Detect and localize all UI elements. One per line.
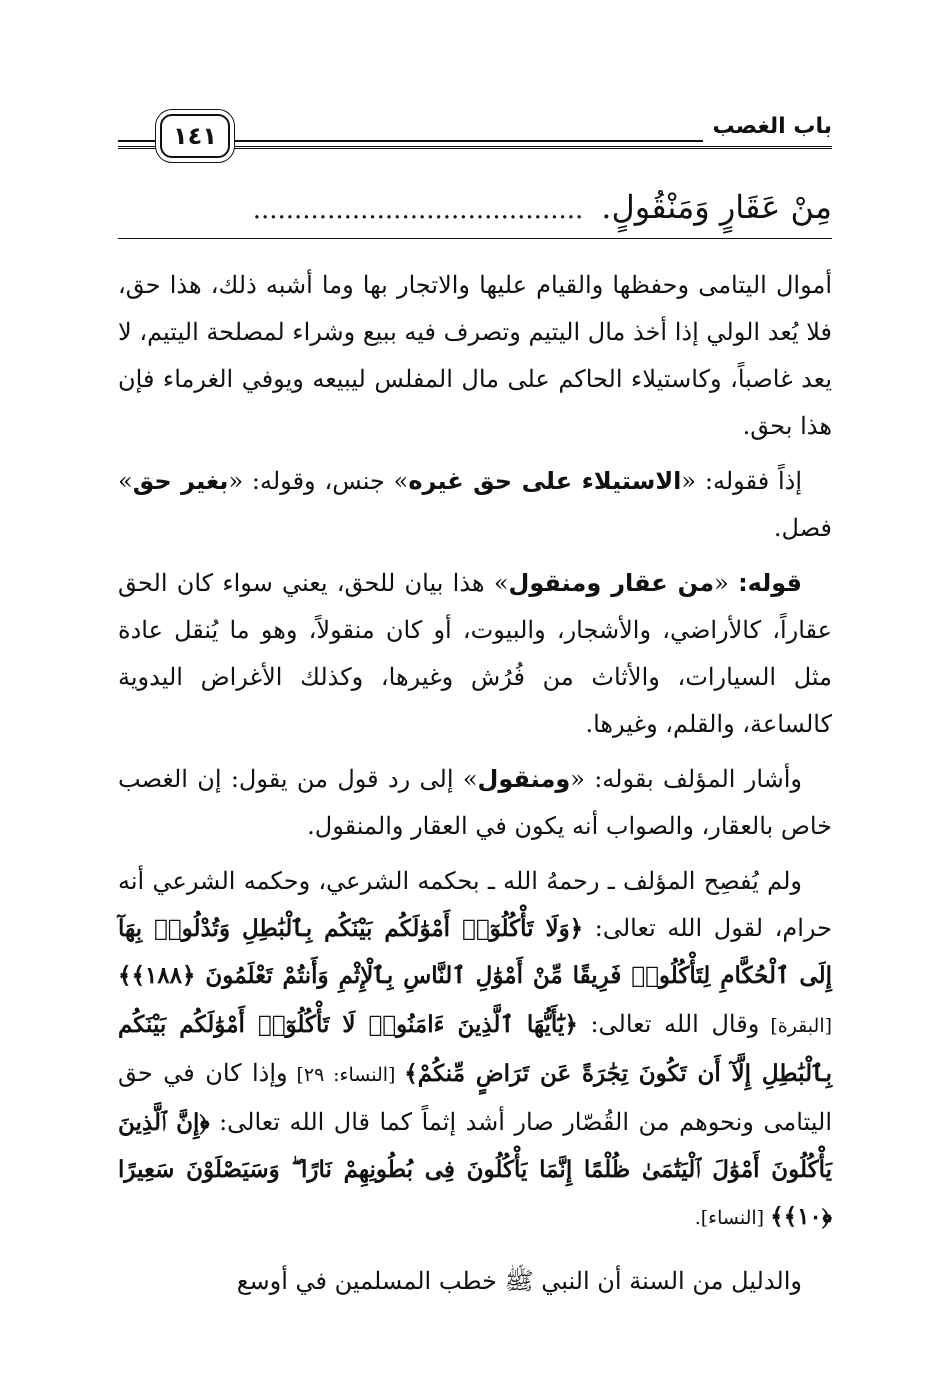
paragraph-3: قوله: «من عقار ومنقول» هذا بيان للحق، يعني سواء كان الحق عقاراً، كالأراضي، والأشجار، والبيوت، أو كان منقولاً، وهو ما يُنقل عادة مثل السيارات، والأثاث من فُرُش وغيرها، وكذلك الأغراض اليدوية كالساعة، والقلم، وغيرها. [118, 569, 832, 738]
running-header [118, 112, 832, 162]
chapter-title: باب الغصب [703, 112, 832, 142]
definition-differentia: بغير حق [132, 467, 229, 495]
quran-verse-nisa-29: ﴿يَٰٓأَيُّهَا ٱلَّذِينَ ءَامَنُوا۟ لَا تَأْكُلُوٓا۟ أَمْوَٰلَكُم بَيْنَكُم بِٱلْبَٰطِلِ إِلَّآ أَن تَكُونَ تِجَٰرَةً عَن تَرَاضٍ مِّنكُمْ﴾ [118, 1011, 832, 1087]
verse-reference-baqarah: [البقرة] [759, 1015, 833, 1037]
quoted-word: ومنقول [477, 765, 571, 793]
paragraph-2: إذاً فقوله: «الاستيلاء على حق غيره» جنس، وقوله: «بغير حق» فصل. [118, 467, 832, 542]
quoted-matn: من عقار ومنقول [508, 569, 715, 597]
quran-verse-nisa-10: ﴿إِنَّ ٱلَّذِينَ يَأْكُلُونَ أَمْوَٰلَ ٱلْيَتَٰمَىٰ ظُلْمًا إِنَّمَا يَأْكُلُونَ فِى بُطُونِهِمْ نَارًا ۖ وَسَيَصْلَوْنَ سَعِيرًا ﴿١٠﴾﴾ [118, 1109, 832, 1230]
matn-line [118, 182, 832, 232]
matn-text: مِنْ عَقَارٍ وَمَنْقُولٍ. [601, 188, 832, 226]
verse-reference-nisa-29: [النساء: ٢٩] [287, 1064, 405, 1086]
quran-verse-baqarah: ﴿وَلَا تَأْكُلُوٓا۟ أَمْوَٰلَكُم بَيْنَكُم بِٱلْبَٰطِلِ وَتُدْلُوا۟ بِهَآ إِلَى ٱلْحُكَّامِ لِتَأْكُلُوا۟ فَرِيقًا مِّنْ أَمْوَٰلِ ٱلنَّاسِ بِٱلْإِثْمِ وَأَنتُمْ تَعْلَمُونَ ﴿١٨٨﴾﴾ [118, 915, 832, 989]
paragraph-4: وأشار المؤلف بقوله: «ومنقول» إلى رد قول من يقول: إن الغصب خاص بالعقار، والصواب أنه يكون في العقار والمنقول. [118, 765, 832, 840]
section-divider [118, 238, 832, 239]
definition-genus: الاستيلاء على حق غيره [408, 467, 682, 495]
verse-reference-nisa-10: [النساء]. [694, 1207, 771, 1229]
matn-dots: ........................................ [252, 195, 584, 225]
paragraph-5: ولم يُفصِح المؤلف ـ رحمهُ الله ـ بحكمه الشرعي، وحكمه الشرعي أنه حرام، لقول الله تعالى: ﴿وَلَا تَأْكُلُوٓا۟ أَمْوَٰلَكُم بَيْنَكُم بِٱلْبَٰطِلِ وَتُدْلُوا۟ بِهَآ إِلَى ٱلْحُكَّامِ لِتَأْكُلُوا۟ فَرِيقًا مِّنْ أَمْوَٰلِ ٱلنَّاسِ بِٱلْإِثْمِ وَأَنتُمْ تَعْلَمُونَ ﴿١٨٨﴾﴾ [البقرة] وقال الله تعالى: ﴿يَٰٓأَيُّهَا ٱلَّذِينَ ءَامَنُوا۟ لَا تَأْكُلُوٓا۟ أَمْوَٰلَكُم بَيْنَكُم بِٱلْبَٰطِلِ إِلَّآ أَن تَكُونَ تِجَٰرَةً عَن تَرَاضٍ مِّنكُمْ﴾ [النساء: ٢٩] وإذا كان في حق اليتامى ونحوهم من القُصّار صار أشد إثماً كما قال الله تعالى: ﴿إِنَّ ٱلَّذِينَ يَأْكُلُونَ أَمْوَٰلَ ٱلْيَتَٰمَىٰ ظُلْمًا إِنَّمَا يَأْكُلُونَ فِى بُطُونِهِمْ نَارًا ۖ وَسَيَصْلَوْنَ سَعِيرًا ﴿١٠﴾﴾ [النساء]. [118, 867, 833, 1230]
page-number: ١٤١ [160, 114, 230, 158]
commentary-body [118, 262, 832, 1313]
paragraph-1: أموال اليتامى وحفظها والقيام عليها والاتجار بها وما أشبه ذلك، هذا حق، فلا يُعد الولي إذا أخذ مال اليتيم وتصرف فيه ببيع وشراء لمصلحة اليتيم، لا يعد غاصباً، وكاستيلاء الحاكم على مال المفلس ليبيعه ويوفي الغرماء فإن هذا بحق. [118, 271, 832, 440]
qawluhu-label: قوله: [738, 569, 803, 597]
paragraph-6: والدليل من السنة أن النبي ﷺ خطب المسلمين في أوسع [236, 1267, 802, 1295]
